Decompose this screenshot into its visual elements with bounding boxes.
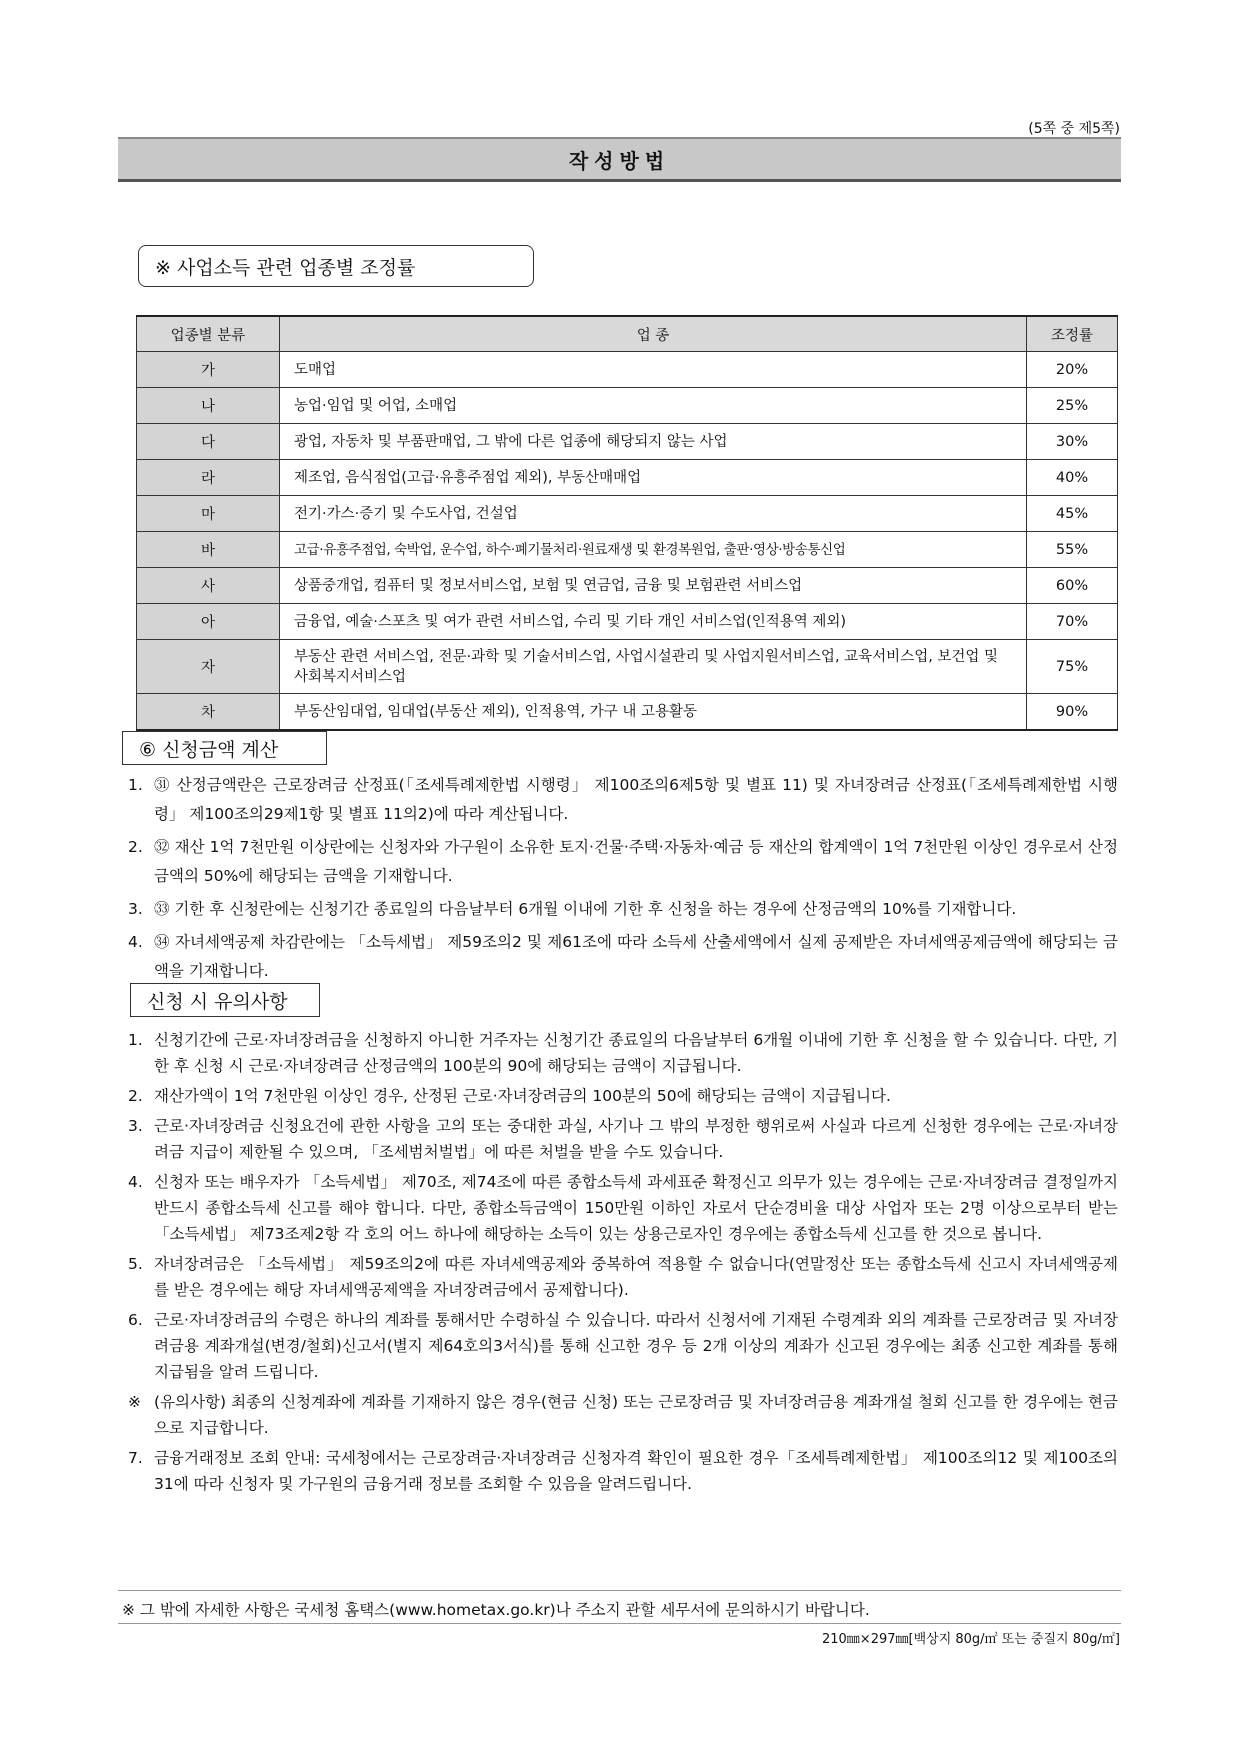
table-row (137, 640, 1118, 694)
item-text: ㉞ 자녀세액공제 차감란에는 「소득세법」 제59조의2 및 제61조에 따라 소득세 산출세액에서 실제 공제받은 자녀세액공제금액에 해당되는 금액을 기재합니다. (154, 933, 1118, 980)
notes-list (128, 1027, 1118, 1501)
calc-instructions-list (128, 771, 1118, 990)
category-cell: 라 (137, 460, 280, 496)
item-number: 3. (128, 1117, 143, 1135)
list-item (128, 1083, 1118, 1109)
item-number: 1. (128, 776, 143, 794)
category-cell: 바 (137, 532, 280, 568)
item-number: 7. (128, 1449, 143, 1467)
rate-cell: 90% (1027, 694, 1118, 731)
item-text: (유의사항) 최종의 신청계좌에 계좌를 기재하지 않은 경우(현금 신청) 또는 근로장려금 및 자녀장려금용 계좌개설 철회 신고를 한 경우에는 현금으로 지급합니다. (154, 1393, 1118, 1437)
category-cell: 마 (137, 496, 280, 532)
table-row (137, 424, 1118, 460)
column-header-category: 업종별 분류 (137, 316, 280, 352)
industry-cell: 농업·임업 및 어업, 소매업 (280, 388, 1027, 424)
page-number: (5쪽 중 제5쪽) (1028, 121, 1120, 137)
list-item (128, 1027, 1118, 1079)
rate-cell: 40% (1027, 460, 1118, 496)
industry-cell: 상품중개업, 컴퓨터 및 정보서비스업, 보험 및 연금업, 금융 및 보험관련 서비스업 (280, 568, 1027, 604)
table-row (137, 604, 1118, 640)
item-number: 4. (128, 933, 143, 951)
item-text: 금융거래정보 조회 안내: 국세청에서는 근로장려금·자녀장려금 신청자격 확인이 필요한 경우「조세특례제한법」 제100조의12 및 제100조의31에 따라 신청자 및 가구원의 금융거래 정보를 조회할 수 있음을 알려드립니다. (154, 1449, 1118, 1493)
column-header-rate: 조정률 (1027, 316, 1118, 352)
rate-cell: 70% (1027, 604, 1118, 640)
item-text: ㉝ 기한 후 신청란에는 신청기간 종료일의 다음날부터 6개월 이내에 기한 후 신청을 하는 경우에 산정금액의 10%를 기재합니다. (154, 900, 1017, 918)
category-cell: 사 (137, 568, 280, 604)
note-marker: ※ (128, 1393, 141, 1411)
item-text: ㉜ 재산 1억 7천만원 이상란에는 신청자와 가구원이 소유한 토지·건물·주택·자동차·예금 등 재산의 합계액이 1억 7천만원 이상인 경우로서 산정금액의 50%에 해당되는 금액을 기재합니다. (154, 838, 1118, 885)
category-cell: 나 (137, 388, 280, 424)
adjustment-rate-table (136, 315, 1118, 731)
industry-cell: 제조업, 음식점업(고급·유흥주점업 제외), 부동산매매업 (280, 460, 1027, 496)
rate-cell: 75% (1027, 640, 1118, 694)
caution-note (128, 1389, 1118, 1441)
footer-note: ※ 그 밖에 자세한 사항은 국세청 홈택스(www.hometax.go.kr)나 주소지 관할 세무서에 문의하시기 바랍니다. (122, 1601, 870, 1619)
rate-cell: 25% (1027, 388, 1118, 424)
item-number: 5. (128, 1255, 143, 1273)
table-row (137, 352, 1118, 388)
list-item (128, 1113, 1118, 1165)
list-item (128, 1445, 1118, 1497)
list-item (128, 1307, 1118, 1385)
industry-cell: 부동산임대업, 임대업(부동산 제외), 인적용역, 가구 내 고용활동 (280, 694, 1027, 731)
item-number: 1. (128, 1031, 143, 1049)
industry-cell: 전기·가스·증기 및 수도사업, 건설업 (280, 496, 1027, 532)
list-item (128, 928, 1118, 986)
item-text: 재산가액이 1억 7천만원 이상인 경우, 산정된 근로·자녀장려금의 100분의 50에 해당되는 금액이 지급됩니다. (154, 1087, 891, 1105)
column-header-industry: 업 종 (280, 316, 1027, 352)
item-number: 2. (128, 838, 143, 856)
item-text: ㉛ 산정금액란은 근로장려금 산정표(「조세특례제한법 시행령」 제100조의6제5항 및 별표 11) 및 자녀장려금 산정표(「조세특례제한법 시행령」 제100조의29제1항 및 별표 11의2)에 따라 계산됩니다. (154, 776, 1118, 823)
item-number: 2. (128, 1087, 143, 1105)
table-row (137, 568, 1118, 604)
item-text: 근로·자녀장려금의 수령은 하나의 계좌를 통해서만 수령하실 수 있습니다. 따라서 신청서에 기재된 수령계좌 외의 계좌를 근로장려금 및 자녀장려금용 계좌개설(변경/철회)신고서(별지 제64호의3서식)를 통해 신고한 경우 등 2개 이상의 계좌가 신고된 경우에는 최종 신고한 계좌를 통해 지급됨을 알려 드립니다. (154, 1311, 1118, 1381)
industry-cell: 금융업, 예술·스포츠 및 여가 관련 서비스업, 수리 및 기타 개인 서비스업(인적용역 제외) (280, 604, 1027, 640)
rate-cell: 30% (1027, 424, 1118, 460)
category-cell: 다 (137, 424, 280, 460)
item-text: 자녀장려금은 「소득세법」 제59조의2에 따른 자녀세액공제와 중복하여 적용할 수 없습니다(연말정산 또는 종합소득세 신고시 자녀세액공제를 받은 경우에는 해당 자녀세액공제액을 자녀장려금에서 공제합니다). (154, 1255, 1118, 1299)
rate-section-heading: ※ 사업소득 관련 업종별 조정률 (138, 245, 534, 287)
paper-spec: 210㎜×297㎜[백상지 80g/㎡ 또는 중질지 80g/㎡] (821, 1632, 1120, 1647)
item-text: 신청자 또는 배우자가 「소득세법」 제70조, 제74조에 따른 종합소득세 과세표준 확정신고 의무가 있는 경우에는 근로·자녀장려금 결정일까지 반드시 종합소득세 신고를 해야 합니다. 다만, 종합소득금액이 150만원 이하인 자로서 단순경비율 대상 사업자 또는 2명 이상으로부터 받는 「소득세법」 제73조제2항 각 호의 어느 하나에 해당하는 소득이 있는 상용근로자인 경우에는 종합소득세 신고를 한 것으로 봅니다. (154, 1173, 1118, 1243)
item-text: 신청기간에 근로·자녀장려금을 신청하지 아니한 거주자는 신청기간 종료일의 다음날부터 6개월 이내에 기한 후 신청을 할 수 있습니다. 다만, 기한 후 신청 시 근로·자녀장려금 산정금액의 100분의 90에 해당되는 금액이 지급됩니다. (154, 1031, 1118, 1075)
table-row (137, 496, 1118, 532)
list-item (128, 1251, 1118, 1303)
footer-divider (118, 1623, 1121, 1624)
rate-cell: 55% (1027, 532, 1118, 568)
list-item (128, 895, 1118, 924)
item-number: 3. (128, 900, 143, 918)
calc-section-heading: ⑥ 신청금액 계산 (122, 731, 327, 765)
table-row (137, 388, 1118, 424)
table-row (137, 532, 1118, 568)
industry-cell: 부동산 관련 서비스업, 전문·과학 및 기술서비스업, 사업시설관리 및 사업지원서비스업, 교육서비스업, 보건업 및 사회복지서비스업 (280, 640, 1027, 694)
item-number: 6. (128, 1311, 143, 1329)
category-cell: 아 (137, 604, 280, 640)
footer-divider (118, 1590, 1121, 1591)
list-item (128, 833, 1118, 891)
item-text: 근로·자녀장려금 신청요건에 관한 사항을 고의 또는 중대한 과실, 사기나 그 밖의 부정한 행위로써 사실과 다르게 신청한 경우에는 근로·자녀장려금 지급이 제한될 수 있으며, 「조세범처벌법」에 따른 처벌을 받을 수도 있습니다. (154, 1117, 1118, 1161)
item-number: 4. (128, 1173, 143, 1191)
table-row (137, 460, 1118, 496)
rate-cell: 60% (1027, 568, 1118, 604)
table-row (137, 694, 1118, 731)
industry-cell: 도매업 (280, 352, 1027, 388)
industry-cell: 광업, 자동차 및 부품판매업, 그 밖에 다른 업종에 해당되지 않는 사업 (280, 424, 1027, 460)
category-cell: 가 (137, 352, 280, 388)
rate-cell: 20% (1027, 352, 1118, 388)
list-item (128, 771, 1118, 829)
list-item (128, 1169, 1118, 1247)
category-cell: 자 (137, 640, 280, 694)
industry-cell: 고급·유흥주점업, 숙박업, 운수업, 하수·폐기물처리·원료재생 및 환경복원업, 출판·영상·방송통신업 (280, 532, 1027, 568)
notes-section-heading: 신청 시 유의사항 (130, 983, 320, 1017)
rate-cell: 45% (1027, 496, 1118, 532)
document-title: 작성방법 (118, 137, 1121, 182)
category-cell: 차 (137, 694, 280, 731)
